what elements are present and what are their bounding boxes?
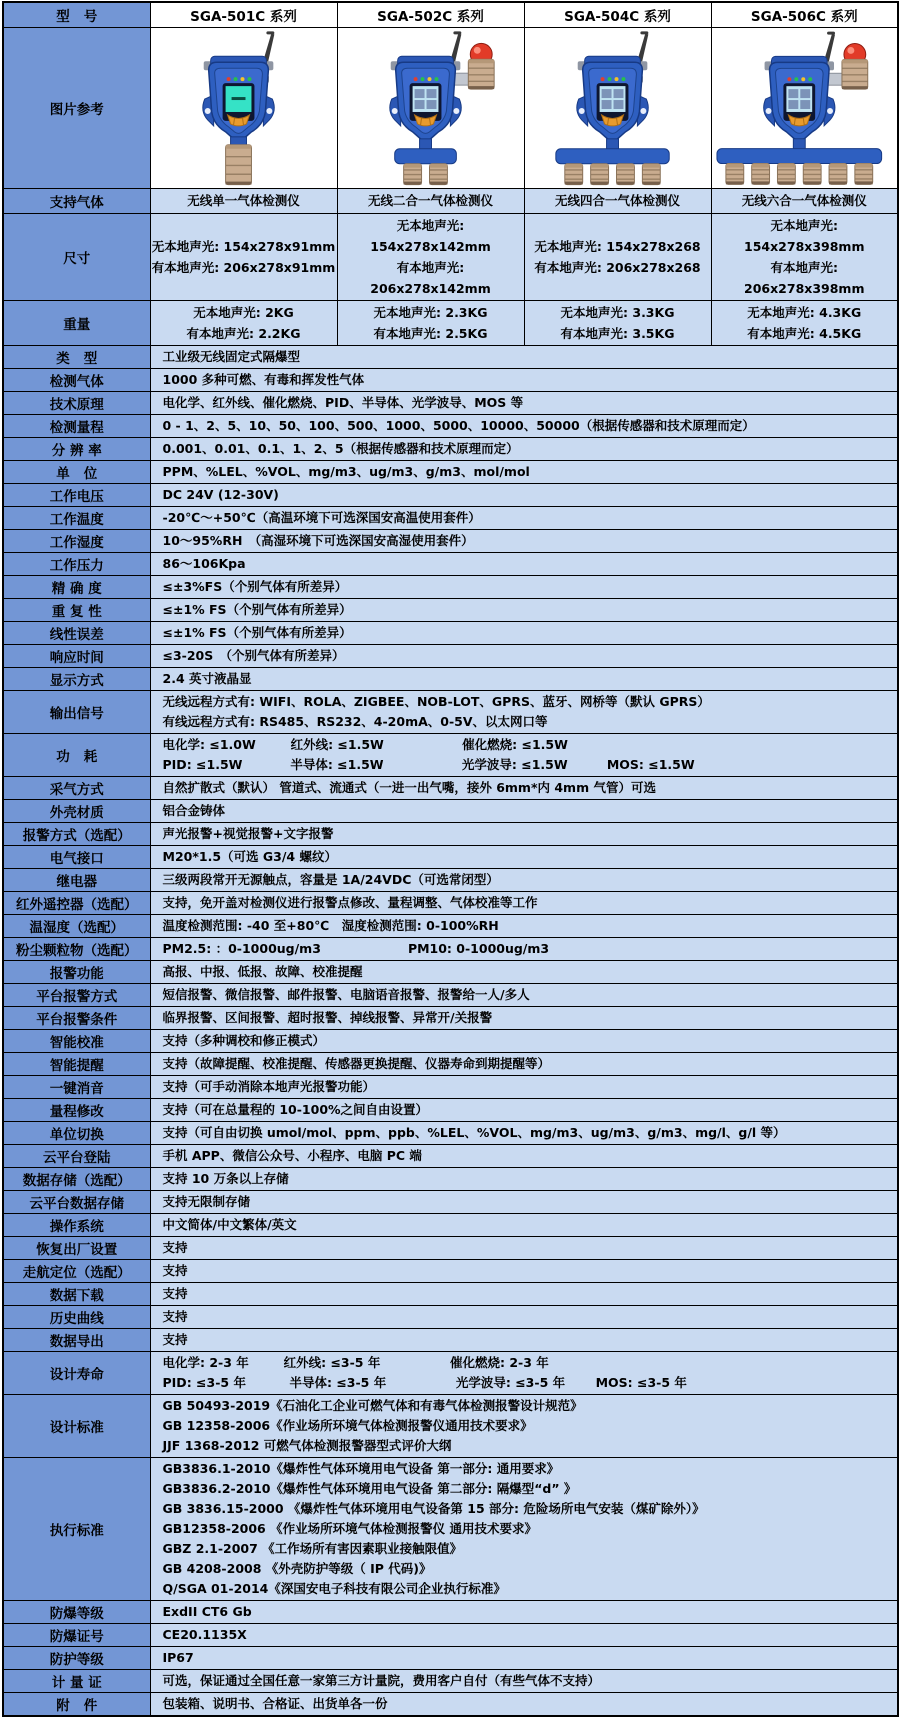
device-image-sga-501c (151, 29, 337, 187)
compare-cell (337, 214, 524, 301)
spec-row-value (150, 346, 898, 369)
spec-row-label: 报警方式（选配） (3, 823, 150, 846)
spec-row (3, 1693, 898, 1717)
spec-value-line: 0 - 1、2、5、10、50、100、500、1000、5000、10000、50000（根据传感器和技术原理而定） (162, 418, 755, 433)
spec-row-label: 电气接口 (3, 846, 150, 869)
spec-row-value (150, 576, 898, 599)
spec-row (3, 823, 898, 846)
spec-row-label: 红外遥控器（选配） (3, 892, 150, 915)
compare-line: 无本地声光: 154x278x91mm (151, 239, 336, 254)
spec-value-line: 支持 (162, 1332, 188, 1347)
spec-value-line: GBZ 2.1-2007 《工作场所有害因素职业接触限值》 (162, 1541, 463, 1556)
spec-row-label: 防爆证号 (3, 1624, 150, 1647)
compare-line: 有本地声光: 206x278x91mm (151, 260, 336, 275)
spec-value-line: 电化学: ≤1.0W 红外线: ≤1.5W 催化燃烧: ≤1.5W (162, 737, 568, 752)
spec-row (3, 599, 898, 622)
spec-row-value (150, 691, 898, 734)
spec-row (3, 734, 898, 777)
spec-row-label: 智能校准 (3, 1030, 150, 1053)
compare-row-2 (3, 301, 898, 346)
spec-row-value (150, 1352, 898, 1395)
spec-value-line: 支持 (162, 1240, 188, 1255)
spec-row (3, 1670, 898, 1693)
spec-row (3, 438, 898, 461)
spec-value-line: DC 24V (12-30V) (162, 487, 279, 502)
spec-row-value (150, 1214, 898, 1237)
compare-line: 无线六合一气体检测仪 (741, 193, 867, 208)
spec-value-line: GB 12358-2006《作业场所环境气体检测报警仪通用技术要求》 (162, 1418, 533, 1433)
spec-row-value (150, 984, 898, 1007)
spec-row-label: 数据下载 (3, 1283, 150, 1306)
spec-value-line: IP67 (162, 1650, 194, 1665)
spec-row-value (150, 1670, 898, 1693)
spec-row-label: 历史曲线 (3, 1306, 150, 1329)
compare-cell (337, 301, 524, 346)
spec-value-line: GB 50493-2019《石油化工企业可燃气体和有毒气体检测报警设计规范》 (162, 1398, 583, 1413)
spec-row-label: 温湿度（选配） (3, 915, 150, 938)
model-header-1: SGA-502C 系列 (337, 2, 524, 28)
spec-row (3, 484, 898, 507)
compare-cell (150, 214, 337, 301)
spec-value-line: 支持（故障提醒、校准提醒、传感器更换提醒、仪器寿命到期提醒等） (162, 1056, 551, 1071)
spec-row-value (150, 1395, 898, 1458)
compare-line: 无本地声光: 4.3KG (747, 305, 862, 320)
spec-row-label: 精 确 度 (3, 576, 150, 599)
spec-row-value (150, 507, 898, 530)
compare-row-label-2: 重量 (3, 301, 150, 346)
product-spec-table (2, 1, 899, 1717)
spec-row-value (150, 599, 898, 622)
spec-value-line: 高报、中报、低报、故障、校准提醒 (162, 964, 363, 979)
compare-line: 有本地声光: 2.2KG (186, 326, 301, 341)
compare-cell (524, 214, 711, 301)
spec-value-line: 手机 APP、微信公众号、小程序、电脑 PC 端 (162, 1148, 422, 1163)
spec-value-line: 有线远程方式有: RS485、RS232、4-20mA、0-5V、以太网口等 (162, 714, 548, 729)
spec-row-label: 平台报警条件 (3, 1007, 150, 1030)
spec-row-label: 技术原理 (3, 392, 150, 415)
spec-row-label: 智能提醒 (3, 1053, 150, 1076)
spec-row (3, 1122, 898, 1145)
compare-line: 无本地声光: 2.3KG (373, 305, 488, 320)
spec-value-line: 支持 10 万条以上存储 (162, 1171, 289, 1186)
device-cell-3 (711, 28, 898, 189)
spec-value-line: PID: ≤3-5 年 半导体: ≤3-5 年 光学波导: ≤3-5 年 MOS: ≤3-5 年 (162, 1375, 687, 1390)
spec-row-value (150, 1145, 898, 1168)
spec-row-label: 工作湿度 (3, 530, 150, 553)
spec-value-line: 工业级无线固定式隔爆型 (162, 349, 301, 364)
spec-row (3, 1007, 898, 1030)
spec-row-label: 操作系统 (3, 1214, 150, 1237)
compare-line: 有本地声光: 206x278x398mm (744, 260, 865, 296)
spec-row (3, 668, 898, 691)
spec-value-line: PM2.5: ：0-1000ug/m3 PM10: 0-1000ug/m3 (162, 941, 550, 956)
spec-row-value (150, 1076, 898, 1099)
model-header-0: SGA-501C 系列 (150, 2, 337, 28)
spec-row (3, 1329, 898, 1352)
spec-row (3, 530, 898, 553)
compare-line: 无本地声光: 2KG (193, 305, 294, 320)
spec-value-line: 温度检测范围: -40 至+80℃ 湿度检测范围: 0-100%RH (162, 918, 499, 933)
spec-value-line: M20*1.5（可选 G3/4 螺纹） (162, 849, 337, 864)
spec-value-line: 中文简体/中文繁体/英文 (162, 1217, 297, 1232)
spec-row (3, 1237, 898, 1260)
spec-row (3, 869, 898, 892)
compare-line: 无本地声光: 154x278x398mm (744, 218, 865, 254)
spec-row-label: 输出信号 (3, 691, 150, 734)
spec-row-label: 报警功能 (3, 961, 150, 984)
spec-row (3, 691, 898, 734)
device-cell-1 (337, 28, 524, 189)
spec-value-line: 三级两段常开无源触点，容量是 1A/24VDC（可选常闭型） (162, 872, 499, 887)
compare-line: 有本地声光: 206x278x142mm (370, 260, 491, 296)
spec-value-line: 0.001、0.01、0.1、1、2、5（根据传感器和技术原理而定） (162, 441, 519, 456)
spec-row (3, 461, 898, 484)
spec-row-value (150, 734, 898, 777)
spec-value-line: 86～106Kpa (162, 556, 246, 571)
spec-row (3, 1647, 898, 1670)
spec-row (3, 846, 898, 869)
device-cell-0 (150, 28, 337, 189)
spec-row-label: 云平台登陆 (3, 1145, 150, 1168)
spec-row-value (150, 1007, 898, 1030)
spec-row (3, 369, 898, 392)
spec-row-label: 单 位 (3, 461, 150, 484)
compare-cell (711, 301, 898, 346)
compare-row-label-1: 尺寸 (3, 214, 150, 301)
spec-row-value (150, 1693, 898, 1717)
compare-line: 无线二合一气体检测仪 (367, 193, 493, 208)
spec-row-value (150, 823, 898, 846)
spec-row (3, 800, 898, 823)
spec-row-value (150, 846, 898, 869)
spec-row-value (150, 1306, 898, 1329)
spec-value-line: 铝合金铸体 (162, 803, 226, 818)
compare-line: 无本地声光: 154x278x142mm (370, 218, 491, 254)
spec-row-value (150, 1030, 898, 1053)
spec-row (3, 1260, 898, 1283)
spec-row (3, 1168, 898, 1191)
spec-row-label: 单位切换 (3, 1122, 150, 1145)
spec-row-value (150, 461, 898, 484)
spec-row-label: 数据存储（选配） (3, 1168, 150, 1191)
compare-cell (524, 189, 711, 214)
spec-value-line: ≤±1% FS（个别气体有所差异） (162, 602, 352, 617)
compare-cell (711, 189, 898, 214)
spec-row (3, 645, 898, 668)
spec-row-label: 采气方式 (3, 777, 150, 800)
spec-value-line: CE20.1135X (162, 1627, 247, 1642)
spec-row-label: 线性误差 (3, 622, 150, 645)
compare-cell (150, 189, 337, 214)
spec-row-value (150, 869, 898, 892)
spec-row-label: 防爆等级 (3, 1601, 150, 1624)
spec-row (3, 892, 898, 915)
spec-row-value (150, 892, 898, 915)
spec-row-value (150, 530, 898, 553)
spec-value-line: 支持无限制存储 (162, 1194, 251, 1209)
spec-row-label: 外壳材质 (3, 800, 150, 823)
spec-row-value (150, 645, 898, 668)
device-cell-2 (524, 28, 711, 189)
compare-cell (524, 301, 711, 346)
compare-cell (711, 214, 898, 301)
spec-row-label: 重 复 性 (3, 599, 150, 622)
model-header-2: SGA-504C 系列 (524, 2, 711, 28)
spec-row-value (150, 668, 898, 691)
spec-row-label: 类 型 (3, 346, 150, 369)
spec-row (3, 1624, 898, 1647)
spec-row-value (150, 1122, 898, 1145)
spec-row-value (150, 915, 898, 938)
spec-value-line: 2.4 英寸液晶显 (162, 671, 252, 686)
spec-row (3, 1283, 898, 1306)
spec-row-value (150, 1053, 898, 1076)
spec-row-value (150, 1191, 898, 1214)
spec-row (3, 961, 898, 984)
spec-value-line: GB12358-2006 《作业场所环境气体检测报警仪 通用技术要求》 (162, 1521, 537, 1536)
spec-value-line: 短信报警、微信报警、邮件报警、电脑语音报警、报警给一人/多人 (162, 987, 530, 1002)
spec-value-line: GB3836.2-2010《爆炸性气体环境用电气设备 第二部分: 隔爆型“d” 》 (162, 1481, 577, 1496)
spec-row-value (150, 938, 898, 961)
spec-row-value (150, 1283, 898, 1306)
spec-row (3, 1191, 898, 1214)
spec-value-line: 自然扩散式（默认） 管道式、流通式（一进一出气嘴，接外 6mm*内 4mm 气管）可选 (162, 780, 656, 795)
spec-row-value (150, 622, 898, 645)
spec-row-label: 粉尘颗粒物（选配） (3, 938, 150, 961)
spec-row-value (150, 1237, 898, 1260)
spec-value-line: 支持，免开盖对检测仪进行报警点修改、量程调整、气体校准等工作 (162, 895, 538, 910)
spec-row-value (150, 1458, 898, 1601)
spec-row (3, 553, 898, 576)
spec-row-label: 检测气体 (3, 369, 150, 392)
spec-row (3, 915, 898, 938)
image-row-label: 图片参考 (3, 28, 150, 189)
spec-row-value (150, 484, 898, 507)
spec-value-line: GB 3836.15-2000 《爆炸性气体环境用电气设备第 15 部分: 危险场所电气安装（煤矿除外）》 (162, 1501, 705, 1516)
spec-value-line: ≤3-20S （个别气体有所差异） (162, 648, 345, 663)
spec-value-line: JJF 1368-2012 可燃气体检测报警器型式评价大纲 (162, 1438, 452, 1453)
spec-value-line: 支持 (162, 1286, 188, 1301)
device-image-sga-506c (712, 29, 898, 187)
image-row (3, 28, 898, 189)
spec-row-label: 一键消音 (3, 1076, 150, 1099)
spec-row (3, 1395, 898, 1458)
compare-line: 无本地声光: 3.3KG (560, 305, 675, 320)
spec-value-line: 声光报警+视觉报警+文字报警 (162, 826, 334, 841)
spec-row-label: 防护等级 (3, 1647, 150, 1670)
compare-line: 无本地声光: 154x278x268 (534, 239, 701, 254)
spec-row-label: 恢复出厂设置 (3, 1237, 150, 1260)
spec-row-value (150, 1624, 898, 1647)
spec-row-label: 计 量 证 (3, 1670, 150, 1693)
spec-row (3, 507, 898, 530)
spec-row-value (150, 800, 898, 823)
compare-line: 有本地声光: 2.5KG (373, 326, 488, 341)
spec-value-line: GB 4208-2008 《外壳防护等级（ IP 代码)》 (162, 1561, 432, 1576)
spec-value-line: 支持（可自由切换 umol/mol、ppm、ppb、%LEL、%VOL、mg/m3、ug/m3、g/m3、mg/l、g/l 等） (162, 1125, 786, 1140)
spec-row-label: 执行标准 (3, 1458, 150, 1601)
model-header-label: 型 号 (3, 2, 150, 28)
spec-row-label: 云平台数据存储 (3, 1191, 150, 1214)
spec-row-label: 数据导出 (3, 1329, 150, 1352)
spec-value-line: 电化学、红外线、催化燃烧、PID、半导体、光学波导、MOS 等 (162, 395, 524, 410)
spec-row (3, 1352, 898, 1395)
spec-value-line: 可选，保证通过全国任意一家第三方计量院，费用客户自付（有些气体不支持） (162, 1673, 601, 1688)
spec-row-value (150, 392, 898, 415)
compare-line: 有本地声光: 3.5KG (560, 326, 675, 341)
spec-row (3, 984, 898, 1007)
spec-row (3, 1458, 898, 1601)
model-header-row (3, 2, 898, 28)
spec-row (3, 938, 898, 961)
spec-row-value (150, 1260, 898, 1283)
spec-row (3, 777, 898, 800)
spec-row (3, 1076, 898, 1099)
spec-value-line: 支持（多种调校和修正模式） (162, 1033, 326, 1048)
spec-row-label: 工作温度 (3, 507, 150, 530)
spec-value-line: ≤±3%FS（个别气体有所差异） (162, 579, 348, 594)
model-header-3: SGA-506C 系列 (711, 2, 898, 28)
spec-row (3, 1099, 898, 1122)
compare-line: 无线四合一气体检测仪 (554, 193, 680, 208)
spec-row (3, 622, 898, 645)
spec-value-line: 支持（可手动消除本地声光报警功能） (162, 1079, 376, 1094)
spec-row-value (150, 1647, 898, 1670)
spec-value-line: 10～95%RH （高湿环境下可选深国安高湿使用套件） (162, 533, 474, 548)
spec-value-line: 支持（可在总量程的 10-100%之间自由设置） (162, 1102, 429, 1117)
spec-row-label: 工作压力 (3, 553, 150, 576)
spec-row (3, 1214, 898, 1237)
spec-row (3, 1053, 898, 1076)
spec-row-label: 走航定位（选配） (3, 1260, 150, 1283)
spec-row (3, 576, 898, 599)
spec-row-label: 设计寿命 (3, 1352, 150, 1395)
spec-value-line: -20℃～+50℃（高温环境下可选深国安高温使用套件） (162, 510, 481, 525)
spec-row (3, 1145, 898, 1168)
device-image-sga-502c (338, 29, 524, 187)
spec-row-label: 平台报警方式 (3, 984, 150, 1007)
spec-row-label: 继电器 (3, 869, 150, 892)
spec-row-label: 附 件 (3, 1693, 150, 1717)
spec-row (3, 1030, 898, 1053)
spec-row-label: 分 辨 率 (3, 438, 150, 461)
spec-row-label: 检测量程 (3, 415, 150, 438)
spec-value-line: 支持 (162, 1263, 188, 1278)
spec-value-line: 无线远程方式有: WIFI、ROLA、ZIGBEE、NOB-LOT、GPRS、蓝牙、网桥等（默认 GPRS） (162, 694, 710, 709)
spec-row-label: 功 耗 (3, 734, 150, 777)
compare-line: 有本地声光: 206x278x268 (534, 260, 701, 275)
spec-row-value (150, 1099, 898, 1122)
spec-value-line: ≤±1% FS（个别气体有所差异） (162, 625, 352, 640)
spec-row-label: 设计标准 (3, 1395, 150, 1458)
spec-row (3, 392, 898, 415)
spec-row-value (150, 369, 898, 392)
spec-value-line: ExdII CT6 Gb (162, 1604, 252, 1619)
spec-value-line: Q/SGA 01-2014《深国安电子科技有限公司企业执行标准》 (162, 1581, 506, 1596)
spec-row (3, 415, 898, 438)
spec-value-line: PPM、%LEL、%VOL、mg/m3、ug/m3、g/m3、mol/mol (162, 464, 530, 479)
spec-row-value (150, 961, 898, 984)
compare-cell (337, 189, 524, 214)
compare-row-1 (3, 214, 898, 301)
spec-row (3, 1306, 898, 1329)
compare-line: 有本地声光: 4.5KG (747, 326, 862, 341)
compare-line: 无线单一气体检测仪 (187, 193, 300, 208)
spec-row-label: 工作电压 (3, 484, 150, 507)
spec-row-label: 显示方式 (3, 668, 150, 691)
compare-row-0 (3, 189, 898, 214)
compare-cell (150, 301, 337, 346)
spec-value-line: GB3836.1-2010《爆炸性气体环境用电气设备 第一部分: 通用要求》 (162, 1461, 560, 1476)
spec-row-value (150, 1329, 898, 1352)
spec-row-value (150, 438, 898, 461)
spec-row-label: 量程修改 (3, 1099, 150, 1122)
compare-row-label-0: 支持气体 (3, 189, 150, 214)
spec-value-line: 包装箱、说明书、合格证、出货单各一份 (162, 1696, 388, 1711)
spec-row-value (150, 1168, 898, 1191)
device-image-sga-504c (525, 29, 711, 187)
spec-value-line: PID: ≤1.5W 半导体: ≤1.5W 光学波导: ≤1.5W MOS: ≤1.5W (162, 757, 695, 772)
spec-value-line: 临界报警、区间报警、超时报警、掉线报警、异常开/关报警 (162, 1010, 493, 1025)
spec-value-line: 1000 多种可燃、有毒和挥发性气体 (162, 372, 365, 387)
spec-value-line: 电化学: 2-3 年 红外线: ≤3-5 年 催化燃烧: 2-3 年 (162, 1355, 549, 1370)
spec-row-value (150, 777, 898, 800)
spec-value-line: 支持 (162, 1309, 188, 1324)
spec-row-value (150, 415, 898, 438)
spec-row-label: 响应时间 (3, 645, 150, 668)
spec-row-value (150, 553, 898, 576)
spec-row (3, 346, 898, 369)
